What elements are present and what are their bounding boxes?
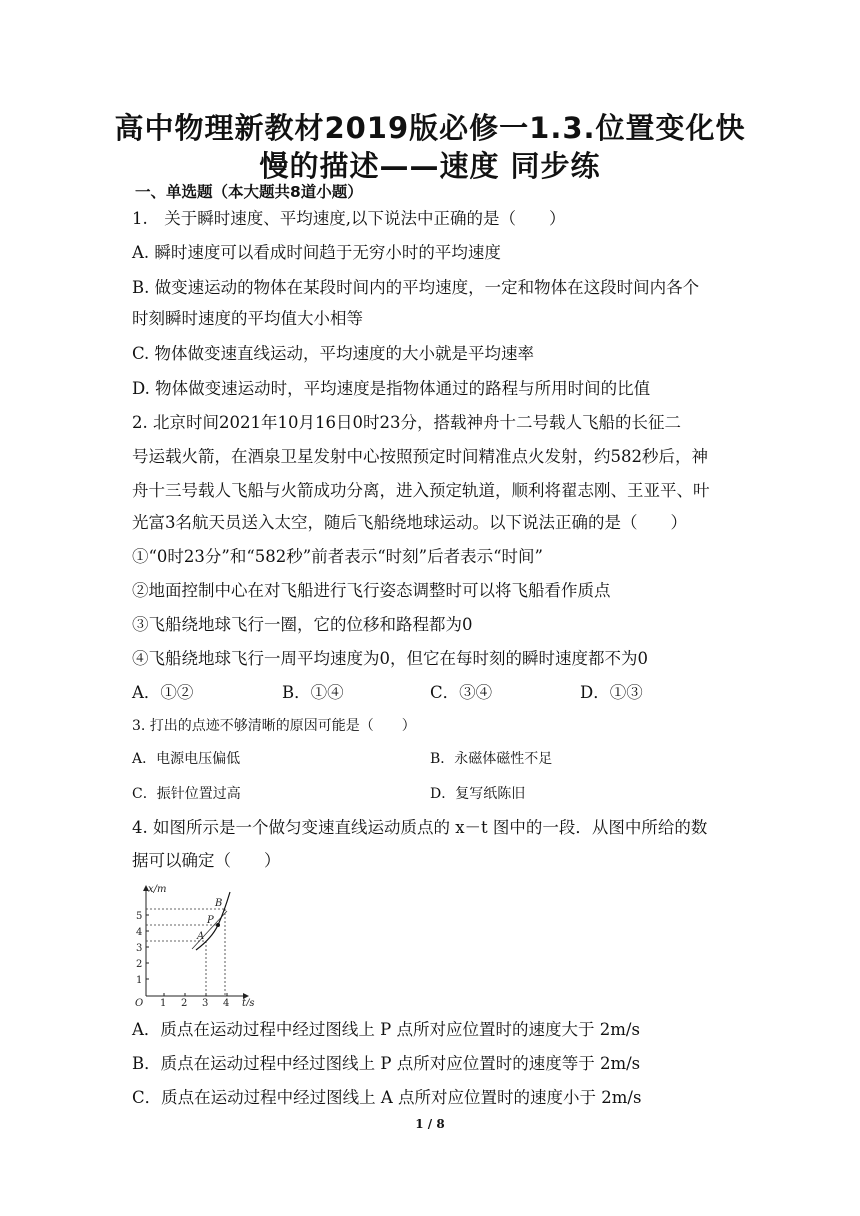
q3-option-b: B．永磁体磁性不足 xyxy=(430,751,553,767)
q1-option-b: B. 做变速运动的物体在某段时间内的平均速度，一定和物体在这段时间内各个 xyxy=(132,278,700,297)
y-tick-labels xyxy=(136,911,142,986)
x-tick-labels xyxy=(160,998,229,1006)
q2-stem-line: 光富3名航天员送入太空，随后飞船绕地球运动。以下说法正确的是（ ） xyxy=(132,513,687,532)
document-title-line-2: 慢的描述——速度 同步练 xyxy=(259,149,601,183)
q2-statement-3: ③飞船绕地球飞行一圈，它的位移和路程都为0 xyxy=(132,615,473,634)
x-tick-label: 4 xyxy=(223,998,230,1006)
y-tick-label: 4 xyxy=(136,927,143,938)
y-tick-label: 2 xyxy=(136,959,143,970)
point-p-marker xyxy=(216,923,220,927)
point-label-b: B xyxy=(215,898,223,909)
x-tick-label: 3 xyxy=(202,998,209,1006)
q2-statement-4: ④飞船绕地球飞行一周平均速度为0，但它在每时刻的瞬时速度都不为0 xyxy=(132,649,648,668)
y-tick-label: 1 xyxy=(136,975,143,986)
q4-stem-line: 据可以确定（ ） xyxy=(132,851,281,870)
q3-option-a: A．电源电压偏低 xyxy=(132,751,241,767)
q1-stem: 1. 关于瞬时速度、平均速度,以下说法中正确的是（ ） xyxy=(132,209,566,228)
point-label-p: P xyxy=(207,915,214,926)
x-tick-label: 1 xyxy=(160,998,167,1006)
q2-statement-1: ①“0时23分”和“582秒”前者表示“时刻”后者表示“时间” xyxy=(132,547,543,566)
q2-option-a: A．①② xyxy=(132,683,194,702)
q2-stem-line: 舟十三号载人飞船与火箭成功分离，进入预定轨道，顺利将翟志刚、王亚平、叶 xyxy=(132,481,710,500)
origin-label: O xyxy=(135,998,144,1006)
q2-option-c: C．③④ xyxy=(430,683,493,702)
page-number: 1 / 8 xyxy=(415,1117,445,1131)
q4-option-c: C．质点在运动过程中经过图线上 A 点所对应位置时的速度小于 2m/s xyxy=(132,1088,642,1107)
q1-option-c: C. 物体做变速直线运动，平均速度的大小就是平均速率 xyxy=(132,344,535,363)
q4-stem-line: 4. 如图所示是一个做匀变速直线运动质点的 x－t 图中的一段．从图中所给的数 xyxy=(132,818,708,837)
document-title-line-1: 高中物理新教材2019版必修一1.3.位置变化快 xyxy=(114,111,746,145)
q3-stem: 3. 打出的点迹不够清晰的原因可能是（ ） xyxy=(132,718,416,734)
q4-option-a: A．质点在运动过程中经过图线上 P 点所对应位置时的速度大于 2m/s xyxy=(132,1020,640,1039)
xt-graph-figure xyxy=(130,882,262,1006)
x-axis-label: t/s xyxy=(242,998,255,1006)
x-tick-label: 2 xyxy=(181,998,188,1006)
y-axis-label: x/m xyxy=(148,884,167,895)
q1-option-b-continued: 时刻瞬时速度的平均值大小相等 xyxy=(132,309,363,328)
point-label-a: A xyxy=(197,931,205,942)
y-tick-label: 3 xyxy=(136,943,143,954)
q2-stem-line: 2. 北京时间2021年10月16日0时23分，搭载神舟十二号载人飞船的长征二 xyxy=(132,413,681,432)
q2-stem-line: 号运载火箭，在酒泉卫星发射中心按照预定时间精准点火发射，约582秒后，神 xyxy=(132,447,708,466)
q2-option-b: B．①④ xyxy=(282,683,344,702)
q3-option-d: D．复写纸陈旧 xyxy=(430,786,526,802)
q3-option-c: C．振针位置过高 xyxy=(132,786,241,802)
q1-option-d: D. 物体做变速运动时，平均速度是指物体通过的路程与所用时间的比值 xyxy=(132,379,651,398)
y-tick-label: 5 xyxy=(136,911,143,922)
q2-option-d: D．①③ xyxy=(580,683,643,702)
section-heading: 一、单选题（本大题共8道小题） xyxy=(135,183,363,201)
q4-option-b: B．质点在运动过程中经过图线上 P 点所对应位置时的速度等于 2m/s xyxy=(132,1054,641,1073)
q2-statement-2: ②地面控制中心在对飞船进行飞行姿态调整时可以将飞船看作质点 xyxy=(132,581,611,600)
q1-option-a: A. 瞬时速度可以看成时间趋于无穷小时的平均速度 xyxy=(132,243,501,262)
